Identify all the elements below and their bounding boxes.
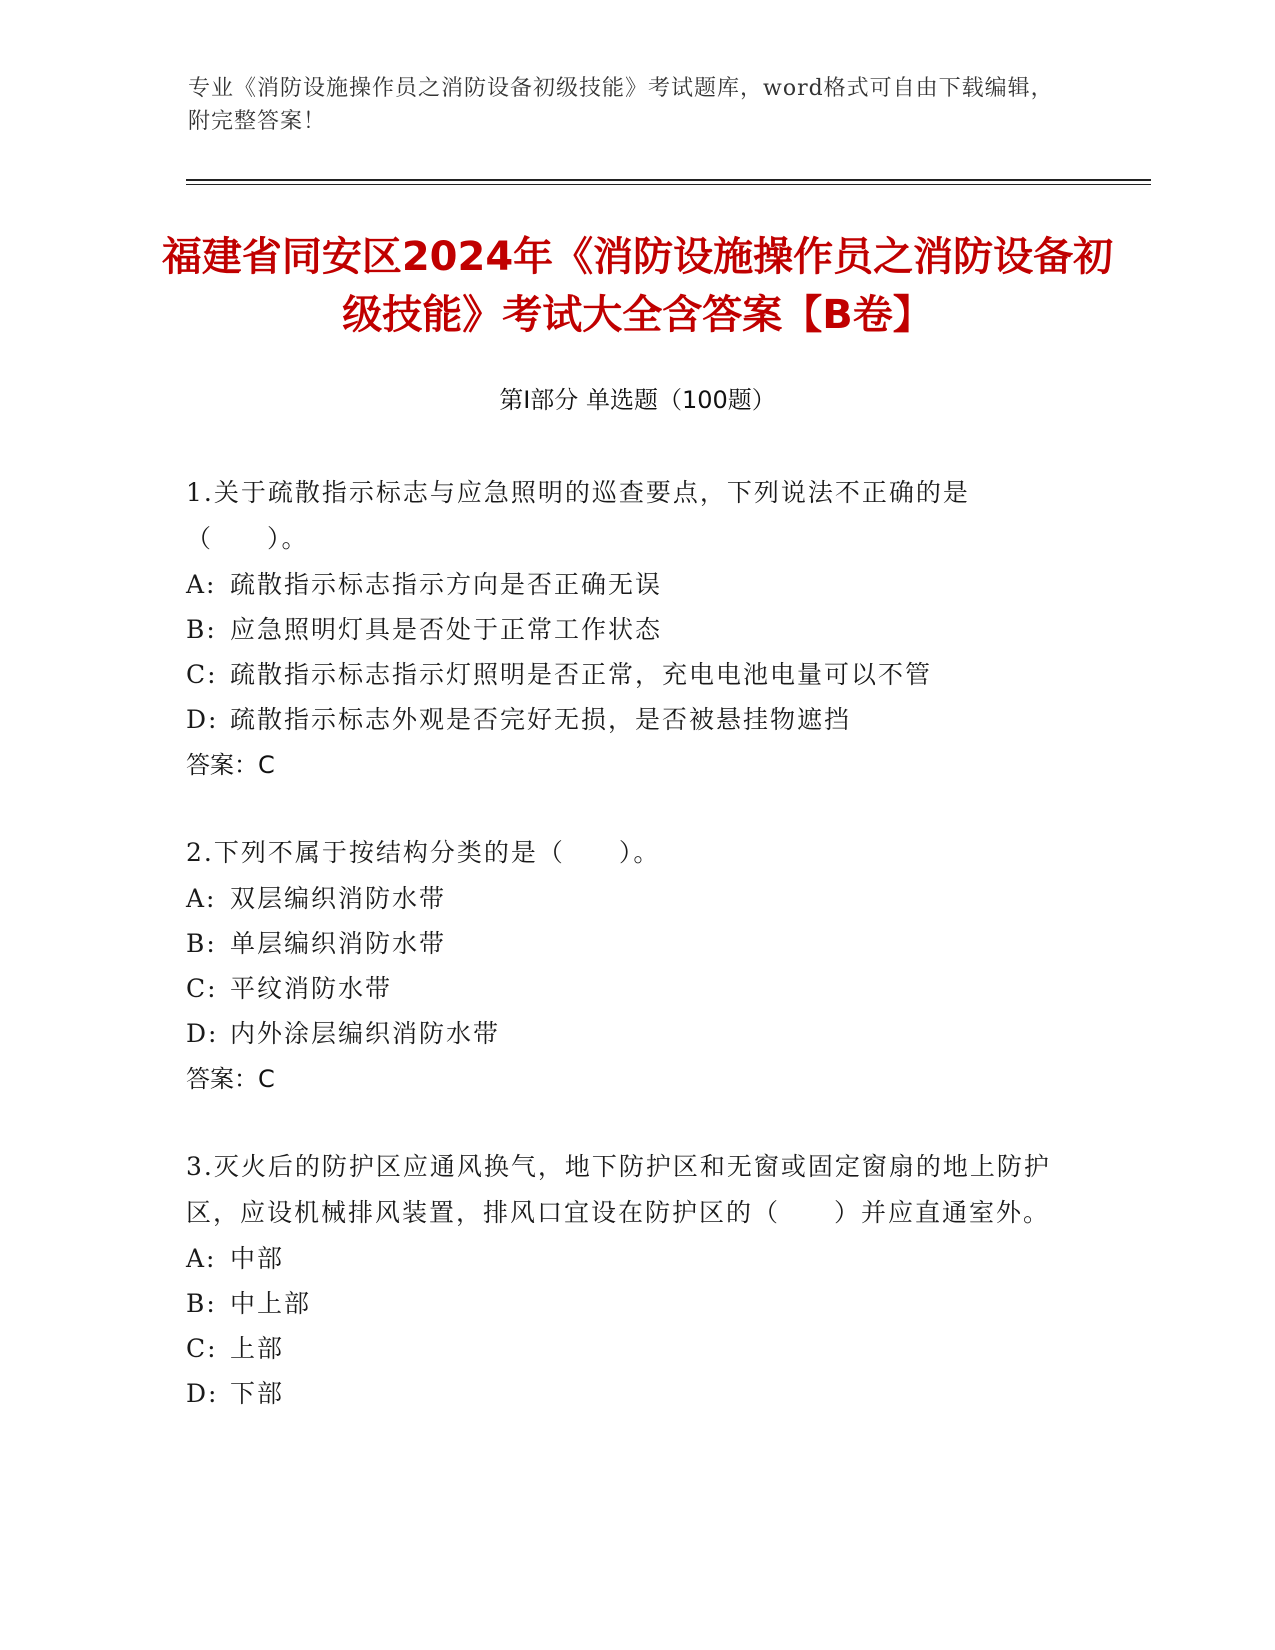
answer-label: 答案：: [186, 751, 258, 779]
option-key: D:: [186, 1019, 219, 1048]
header-note: 专业《消防设施操作员之消防设备初级技能》考试题库，word格式可自由下载编辑，附完整答案！: [188, 76, 1054, 134]
option-key: C:: [186, 1334, 218, 1363]
question-stem: 2.下列不属于按结构分类的是（ ）。: [186, 838, 661, 867]
option-key: C:: [186, 974, 218, 1003]
option-b: [186, 607, 1066, 652]
header-rule-thick: [186, 179, 1151, 181]
option-d: [186, 697, 1066, 742]
option-text: 下部: [230, 1379, 285, 1408]
option-key: A:: [186, 1244, 217, 1273]
option-key: D:: [186, 1379, 219, 1408]
question-stem: 1.关于疏散指示标志与应急照明的巡查要点，下列说法不正确的是（ ）。: [186, 478, 970, 553]
option-a: [186, 1236, 1066, 1281]
question-stem: 3.灭火后的防护区应通风换气，地下防护区和无窗或固定窗扇的地上防护区，应设机械排风装置，排风口宜设在防护区的（ ）并应直通室外。: [186, 1152, 1051, 1227]
option-text: 双层编织消防水带: [230, 884, 447, 913]
option-key: B:: [186, 615, 217, 644]
option-c: [186, 1326, 1066, 1371]
option-text: 平纹消防水带: [230, 974, 393, 1003]
option-d: [186, 1371, 1066, 1416]
answer-label: 答案：: [186, 1065, 258, 1093]
option-key: B:: [186, 1289, 217, 1318]
option-a: [186, 876, 1066, 921]
question-list: [186, 470, 1066, 1458]
section-heading: 第Ⅰ部分 单选题（100题）: [499, 386, 776, 414]
header-rule-thin: [186, 184, 1151, 185]
question-3: [186, 1144, 1066, 1416]
option-b: [186, 1281, 1066, 1326]
option-c: [186, 652, 1066, 697]
option-text: 内外涂层编织消防水带: [230, 1019, 501, 1048]
answer-value: C: [258, 1065, 275, 1093]
option-c: [186, 966, 1066, 1011]
option-text: 单层编织消防水带: [230, 929, 447, 958]
option-text: 应急照明灯具是否处于正常工作状态: [230, 615, 663, 644]
option-key: C:: [186, 660, 218, 689]
answer-line: [186, 1056, 1066, 1102]
option-text: 疏散指示标志外观是否完好无损，是否被悬挂物遮挡: [230, 705, 852, 734]
question-1: [186, 470, 1066, 788]
option-text: 中部: [230, 1244, 285, 1273]
option-key: A:: [186, 884, 217, 913]
option-text: 上部: [230, 1334, 285, 1363]
option-text: 疏散指示标志指示方向是否正确无误: [230, 570, 663, 599]
answer-value: C: [258, 751, 275, 779]
option-key: B:: [186, 929, 217, 958]
answer-line: [186, 742, 1066, 788]
option-text: 疏散指示标志指示灯照明是否正常，充电电池电量可以不管: [230, 660, 933, 689]
option-a: [186, 562, 1066, 607]
option-d: [186, 1011, 1066, 1056]
document-title: 福建省同安区2024年《消防设施操作员之消防设备初级技能》考试大全含答案【B卷】: [161, 234, 1114, 338]
option-b: [186, 921, 1066, 966]
option-key: D:: [186, 705, 219, 734]
option-text: 中上部: [230, 1289, 312, 1318]
question-2: [186, 830, 1066, 1102]
option-key: A:: [186, 570, 217, 599]
